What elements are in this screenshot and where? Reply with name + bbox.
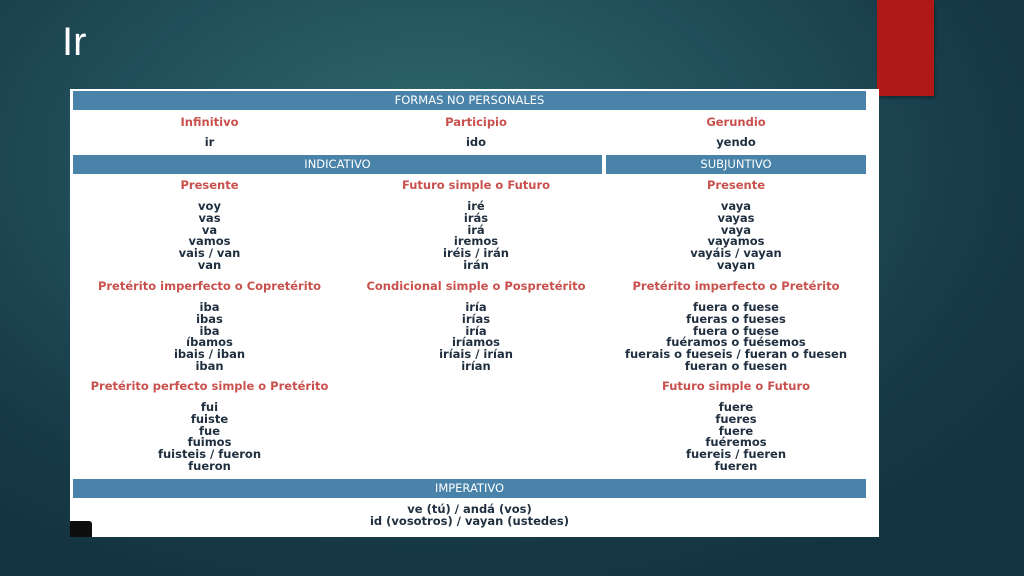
- form-line: irían: [461, 358, 491, 373]
- corner-mark: [70, 521, 92, 537]
- form-line: fui: [200, 400, 219, 414]
- form-line: ibas: [196, 311, 223, 326]
- form-line: ve (tú) / andá (vos): [407, 502, 532, 516]
- form-line: iba: [199, 300, 220, 314]
- red-accent-bar: [877, 0, 934, 96]
- ind-perfecto-forms: [73, 402, 346, 473]
- indicativo-bar: INDICATIVO: [73, 155, 602, 174]
- form-line: iba: [199, 323, 220, 338]
- slide-title: Ir: [62, 20, 87, 64]
- form-line: fuera o fuese: [693, 323, 779, 338]
- form-line: vayamos: [707, 234, 765, 249]
- forms-no-personales-bar: FORMAS NO PERSONALES: [73, 91, 866, 110]
- participio-heading: Participio: [445, 115, 507, 129]
- form-line: irán: [463, 257, 489, 272]
- form-line: ibais / iban: [173, 347, 246, 362]
- form-line: voy: [198, 199, 221, 213]
- sub-presente-forms: [606, 201, 866, 272]
- form-line: vaya: [720, 222, 752, 237]
- imperativo-bar: IMPERATIVO: [73, 479, 866, 498]
- form-line: fuimos: [187, 435, 232, 450]
- gerundio-value: yendo: [716, 135, 756, 149]
- form-line: iré: [467, 199, 485, 213]
- sub-futuro-forms: [606, 402, 866, 473]
- ind-perfecto-heading: Pretérito perfecto simple o Pretérito: [90, 379, 329, 393]
- sub-imperfecto-heading: Pretérito imperfecto o Pretérito: [632, 279, 840, 293]
- form-line: vayan: [716, 257, 756, 272]
- form-line: fuéremos: [705, 435, 767, 450]
- form-line: vaya: [720, 199, 752, 213]
- participio-value: ido: [465, 135, 487, 149]
- form-line: vayas: [717, 210, 755, 225]
- form-line: fuere: [718, 400, 754, 414]
- form-line: fuiste: [190, 411, 229, 426]
- ind-imperfecto-forms: [73, 302, 346, 373]
- form-line: iremos: [453, 234, 499, 249]
- ind-condicional-forms: [346, 302, 606, 373]
- sub-imperfecto-forms: [606, 302, 866, 373]
- form-line: fueran o fuesen: [684, 358, 788, 373]
- form-line: iría: [465, 300, 487, 314]
- form-line: irá: [467, 222, 485, 237]
- form-line: iréis / irán: [443, 246, 509, 261]
- form-line: vais / van: [178, 246, 241, 261]
- form-line: iban: [195, 358, 224, 373]
- form-line: fuerais o fueseis / fueran o fuesen: [624, 347, 848, 362]
- imperativo-forms: [73, 504, 866, 528]
- form-line: van: [197, 257, 222, 272]
- form-line: va: [201, 222, 218, 237]
- form-line: fueren: [714, 458, 758, 473]
- form-line: fueron: [188, 458, 231, 473]
- form-line: irías: [461, 311, 491, 326]
- ind-presente-forms: [73, 201, 346, 272]
- ind-futuro-heading: Futuro simple o Futuro: [401, 178, 551, 192]
- ind-presente-heading: Presente: [180, 178, 239, 192]
- form-line: fuera o fuese: [693, 300, 779, 314]
- form-line: vamos: [188, 234, 231, 249]
- form-line: vayáis / vayan: [690, 246, 782, 261]
- infinitivo-heading: Infinitivo: [180, 115, 239, 129]
- form-line: fueres: [715, 411, 757, 426]
- form-line: iríais / irían: [439, 347, 513, 362]
- form-line: id (vosotros) / vayan (ustedes): [369, 513, 570, 528]
- form-line: iría: [465, 323, 487, 338]
- form-line: fuereis / fueren: [685, 447, 787, 462]
- sub-futuro-heading: Futuro simple o Futuro: [661, 379, 811, 393]
- form-line: fueras o fueses: [686, 311, 786, 326]
- form-line: fuisteis / fueron: [157, 447, 262, 462]
- infinitivo-value: ir: [204, 135, 215, 149]
- sub-presente-heading: Presente: [706, 178, 766, 192]
- form-line: vas: [198, 210, 221, 225]
- form-line: irás: [463, 210, 489, 225]
- ind-condicional-heading: Condicional simple o Pospretérito: [366, 279, 586, 293]
- form-line: iríamos: [451, 335, 501, 350]
- form-line: íbamos: [186, 335, 233, 350]
- ind-futuro-forms: [346, 201, 606, 272]
- form-line: fue: [199, 423, 220, 438]
- ind-imperfecto-heading: Pretérito imperfecto o Copretérito: [97, 279, 322, 293]
- form-line: fuere: [718, 423, 754, 438]
- gerundio-heading: Gerundio: [706, 115, 766, 129]
- subjuntivo-bar: SUBJUNTIVO: [606, 155, 866, 174]
- form-line: fuéramos o fuésemos: [666, 335, 806, 350]
